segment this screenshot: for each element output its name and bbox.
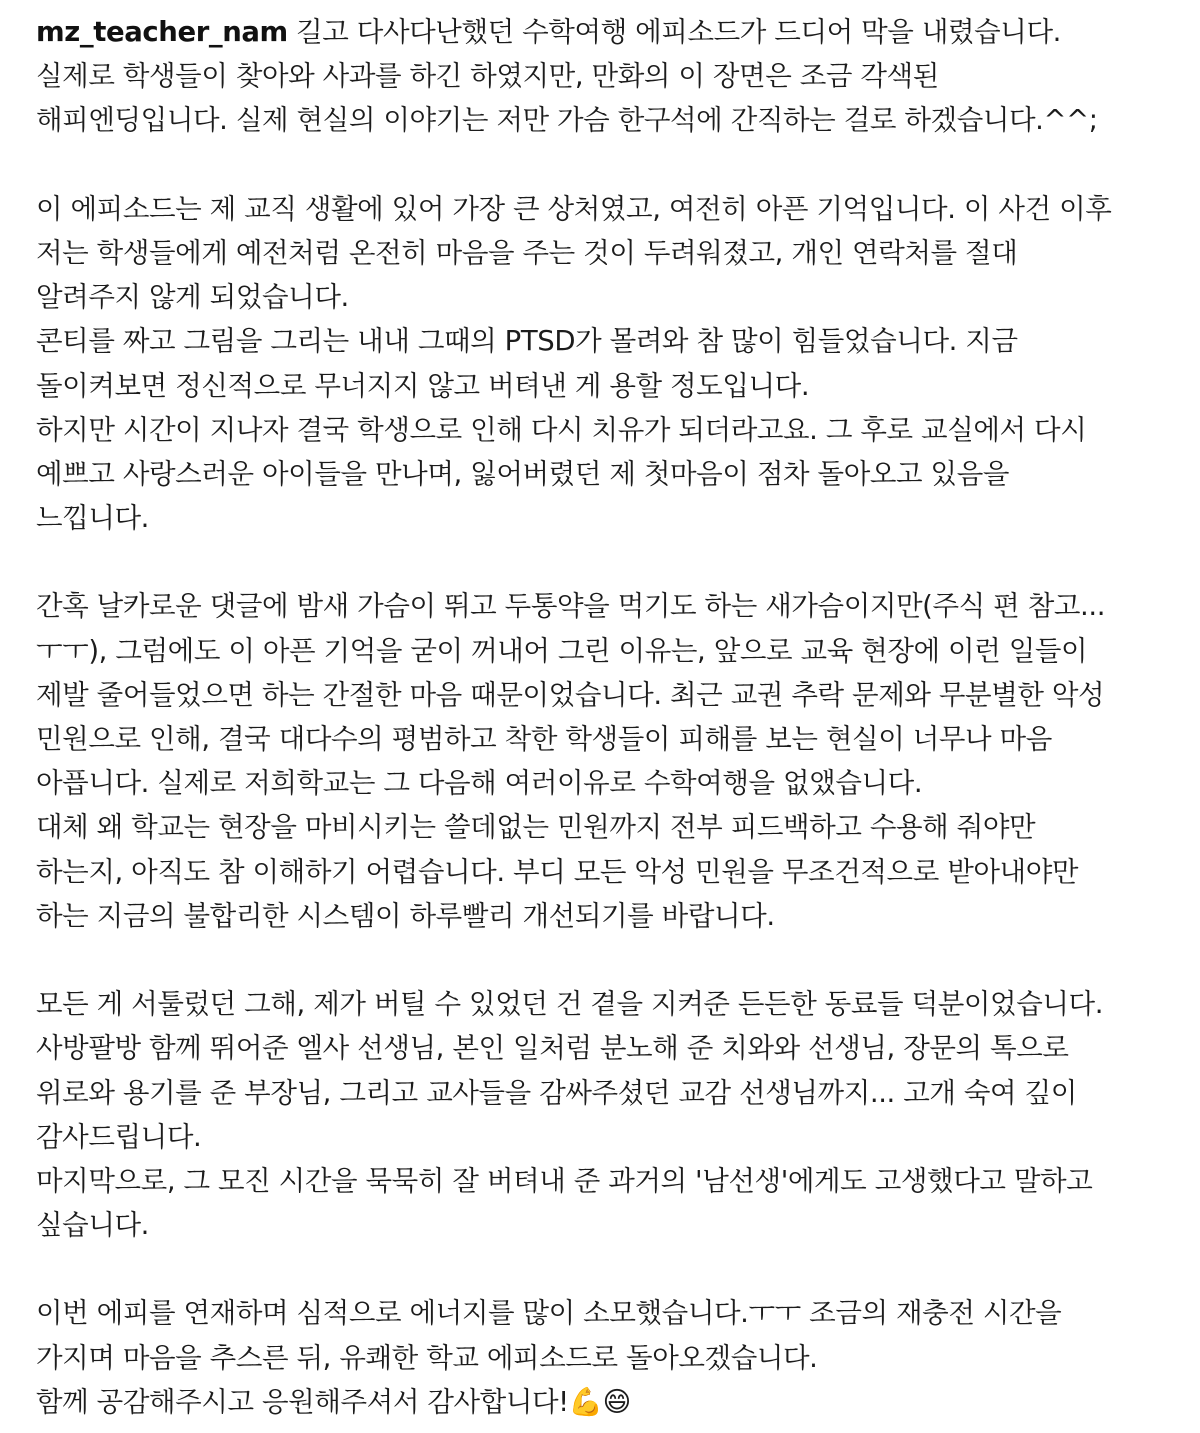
caption-line: 함께 공감해주시고 응원해주셔서 감사합니다!💪😄 — [36, 1385, 631, 1418]
caption-line: 하는 지금의 불합리한 시스템이 하루빨리 개선되기를 바랍니다. — [36, 899, 775, 932]
caption-line: 민원으로 인해, 결국 대다수의 평범하고 착한 학생들이 피해를 보는 현실이 너무나 마음 — [36, 723, 1052, 755]
caption-line: 대체 왜 학교는 현장을 마비시키는 쓸데없는 민원까지 전부 피드백하고 수용해 줘야만 — [36, 811, 1036, 844]
username-link[interactable]: mz_teacher_nam — [36, 16, 288, 48]
caption-line: 실제로 학생들이 찾아와 사과를 하긴 하였지만, 만화의 이 장면은 조금 각색된 — [36, 60, 939, 93]
caption-line: 돌이켜보면 정신적으로 무너지지 않고 버텨낸 게 용할 정도입니다. — [36, 369, 810, 402]
caption-line: ㅜㅜ), 그럼에도 이 아픈 기억을 굳이 꺼내어 그린 이유는, 앞으로 교육 현장에 이런 일들이 — [36, 634, 1088, 667]
caption-line: 가지며 마음을 추스른 뒤, 유쾌한 학교 에피소드로 돌아오겠습니다. — [36, 1341, 818, 1374]
caption-line: 하지만 시간이 지나자 결국 학생으로 인해 다시 치유가 되더라고요. 그 후로 교실에서 다시 — [36, 413, 1087, 446]
caption-line: 이 에피소드는 제 교직 생활에 있어 가장 큰 상처였고, 여전히 아픈 기억입니다. 이 사건 이후 — [36, 192, 1112, 225]
caption-line: 위로와 용기를 준 부장님, 그리고 교사들을 감싸주셨던 교감 선생님까지... 고개 숙여 깊이 — [36, 1076, 1077, 1109]
paragraph-gap — [36, 1247, 1176, 1291]
caption-line: 이번 에피를 연재하며 심적으로 에너지를 많이 소모했습니다.ㅜㅜ 조금의 재충전 시간을 — [36, 1297, 1062, 1330]
post-caption — [36, 10, 1176, 1424]
paragraph-gap — [36, 540, 1176, 584]
caption-line: 알려주지 않게 되었습니다. — [36, 281, 349, 314]
caption-line: 해피엔딩입니다. 실제 현실의 이야기는 저만 가슴 한구석에 간직하는 걸로 하겠습니다.^^; — [36, 104, 1098, 137]
caption-line: 싶습니다. — [36, 1209, 150, 1242]
caption-line: 저는 학생들에게 예전처럼 온전히 마음을 주는 것이 두려워졌고, 개인 연락처를 절대 — [36, 236, 1018, 269]
paragraph-gap — [36, 938, 1176, 982]
caption-line: 감사드립니다. — [36, 1120, 202, 1153]
caption-line: 모든 게 서툴렀던 그해, 제가 버틸 수 있었던 건 곁을 지켜준 든든한 동료들 덕분이었습니다. — [36, 988, 1104, 1021]
caption-line: 예쁘고 사랑스러운 아이들을 만나며, 잃어버렸던 제 첫마음이 점차 돌아오고 있음을 — [36, 457, 1010, 490]
caption-line: 느낍니다. — [36, 502, 150, 535]
caption-line: 제발 줄어들었으면 하는 간절한 마음 때문이었습니다. 최근 교권 추락 문제와 무분별한 악성 — [36, 678, 1105, 711]
paragraph-gap — [36, 143, 1176, 187]
caption-line — [36, 10, 1176, 54]
caption-line: 간혹 날카로운 댓글에 밤새 가슴이 뛰고 두통약을 먹기도 하는 새가슴이지만(주식 편 참고... — [36, 590, 1106, 623]
caption-line: 사방팔방 함께 뛰어준 엘사 선생님, 본인 일처럼 분노해 준 치와와 선생님, 장문의 톡으로 — [36, 1032, 1069, 1065]
caption-line: 콘티를 짜고 그림을 그리는 내내 그때의 PTSD가 몰려와 참 많이 힘들었습니다. 지금 — [36, 325, 1018, 358]
caption-line: 아픕니다. 실제로 저희학교는 그 다음해 여러이유로 수학여행을 없앴습니다. — [36, 767, 923, 800]
caption-line: 하는지, 아직도 참 이해하기 어렵습니다. 부디 모든 악성 민원을 무조건적으로 받아내야만 — [36, 855, 1079, 888]
caption-line: 마지막으로, 그 모진 시간을 묵묵히 잘 버텨내 준 과거의 '남선생'에게도 고생했다고 말하고 — [36, 1164, 1093, 1197]
caption-text: 길고 다사다난했던 수학여행 에피소드가 드디어 막을 내렸습니다. — [287, 16, 1061, 48]
